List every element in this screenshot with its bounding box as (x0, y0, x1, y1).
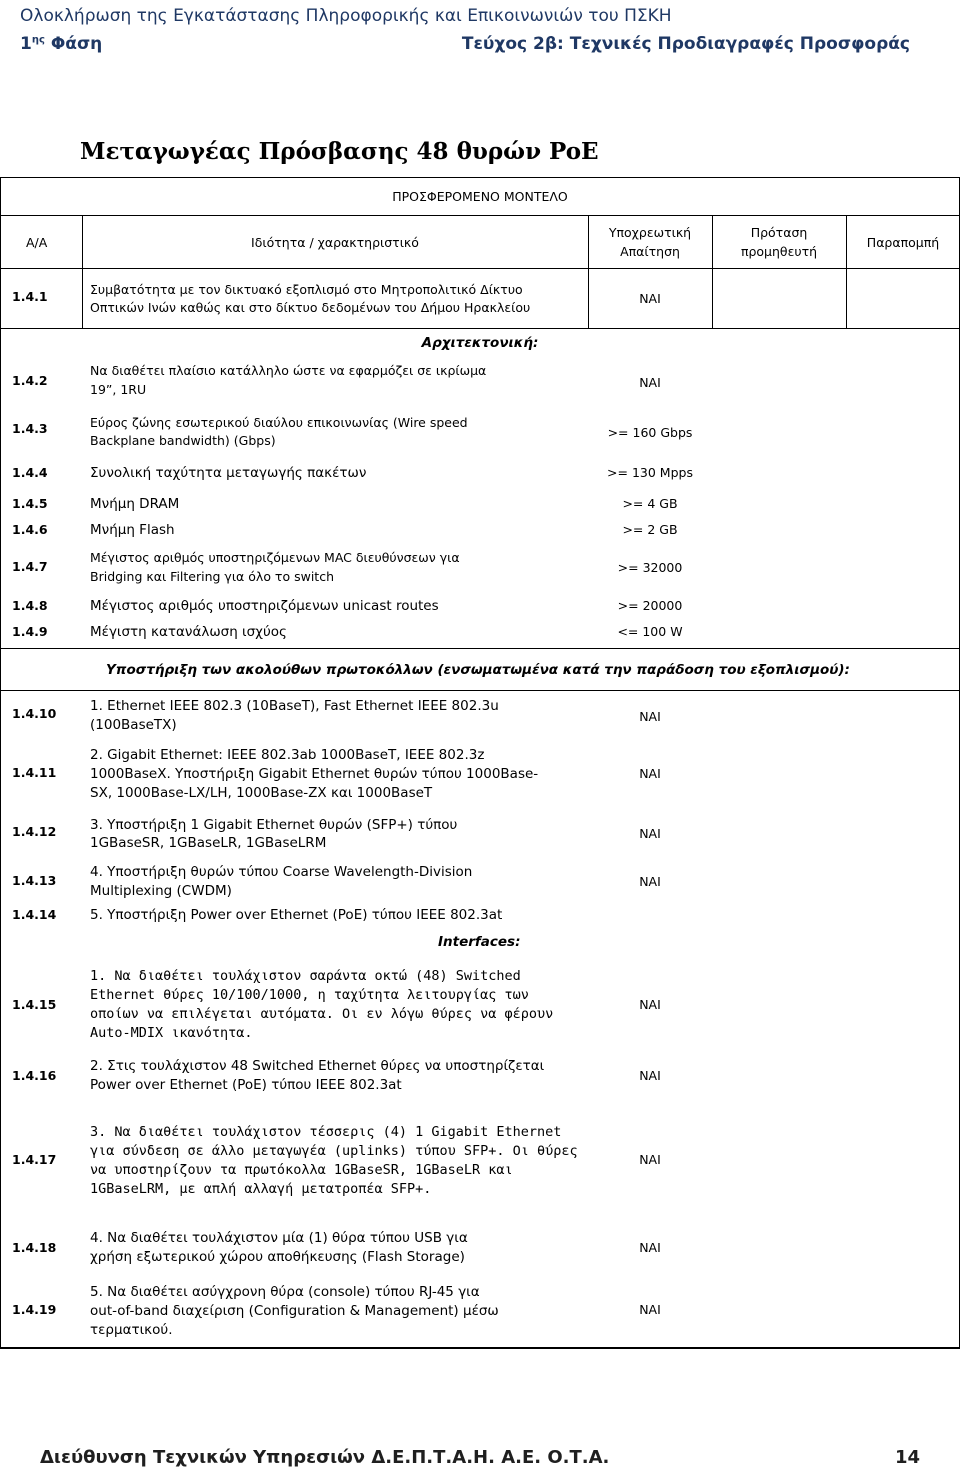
row-requirement: >= 130 Mpps (607, 465, 693, 480)
column-header-requirement-1: Υποχρεωτική (608, 225, 692, 240)
phase-suffix: ης (31, 34, 45, 46)
row-id: 1.4.4 (12, 465, 48, 480)
row-text: 1. Να διαθέτει τουλάχιστον σαράντα οκτώ (48) Switched (90, 968, 521, 984)
row-text: 4. Υποστήριξη θυρών τύπου Coarse Wavelength-Division (90, 864, 473, 880)
row-text: 1GBaseLRM, με απλή αλλαγή μετατροπέα SFP+. (90, 1181, 432, 1197)
row-text: 1. Ethernet IEEE 802.3 (10BaseT), Fast Ethernet IEEE 802.3u (90, 698, 499, 714)
section-interfaces: Interfaces: (438, 934, 521, 950)
row-requirement: ΝΑΙ (639, 874, 661, 889)
row-id: 1.4.19 (12, 1302, 57, 1317)
row-requirement: <= 100 W (617, 624, 683, 639)
row-text: 3. Υποστήριξη 1 Gigabit Ethernet θυρών (SFP+) τύπου (90, 817, 458, 833)
row-text: Multiplexing (CWDM) (90, 883, 232, 899)
row-text: 5. Να διαθέτει ασύγχρονη θύρα (console) τύπου RJ-45 για (90, 1284, 480, 1300)
row-requirement: ΝΑΙ (639, 1152, 661, 1167)
section-protocols: Υποστήριξη των ακολούθων πρωτοκόλλων (ενσωματωμένα κατά την παράδοση του εξοπλισμού): (106, 662, 850, 678)
row-id: 1.4.15 (12, 997, 57, 1012)
row-id: 1.4.8 (12, 598, 48, 613)
row-text: 1GBaseSR, 1GBaseLR, 1GBaseLRM (90, 835, 327, 851)
row-requirement: ΝΑΙ (639, 1240, 661, 1255)
row-text: Μέγιστη κατανάλωση ισχύος (90, 624, 287, 640)
row-text: Ethernet θύρες 10/100/1000, η ταχύτητα λειτουργίας των (90, 987, 529, 1003)
row-requirement: ΝΑΙ (639, 1302, 661, 1317)
row-id: 1.4.7 (12, 559, 48, 574)
row-text: out-of-band διαχείριση (Configuration & Management) μέσω (90, 1303, 499, 1319)
row-text: Μέγιστος αριθμός υποστηριζόμενων unicast routes (90, 598, 439, 614)
row-id: 1.4.6 (12, 522, 48, 537)
row-id: 1.4.16 (12, 1068, 57, 1083)
row-id: 1.4.18 (12, 1240, 57, 1255)
offered-model-label: ΠΡΟΣΦΕΡΟΜΕΝΟ ΜΟΝΤΕΛΟ (392, 189, 568, 204)
row-text: Συνολική ταχύτητα μεταγωγής πακέτων (90, 465, 367, 481)
row-text: 19”, 1RU (90, 382, 147, 397)
row-text: 2. Gigabit Ethernet: IEEE 802.3ab 1000BaseT, IEEE 802.3z (90, 747, 485, 763)
row-text: τερματικού. (90, 1322, 173, 1338)
row-text: 5. Υποστήριξη Power over Ethernet (PoE) τύπου IEEE 802.3at (90, 907, 503, 923)
row-text: οποίων να επιλέγεται αυτόματα. Οι εν λόγω θύρες να φέρουν (90, 1006, 554, 1022)
column-header-aa: Α/Α (26, 235, 48, 250)
column-header-requirement-2: Απαίτηση (620, 244, 680, 259)
row-id: 1.4.17 (12, 1152, 57, 1167)
row-id: 1.4.14 (12, 907, 57, 922)
row-id: 1.4.10 (12, 706, 57, 721)
column-header-feature: Ιδιότητα / χαρακτηριστικό (251, 235, 419, 250)
row-text: Bridging και Filtering για όλο το switch (90, 569, 334, 584)
footer-organization: Διεύθυνση Τεχνικών Υπηρεσιών Δ.Ε.Π.Τ.Α.Η. Α.Ε. Ο.Τ.Α. (40, 1447, 610, 1468)
row-requirement: ΝΑΙ (639, 291, 661, 306)
row-requirement: >= 32000 (617, 560, 683, 575)
row-text: Συμβατότητα με τον δικτυακό εξοπλισμό στο Μητροπολιτικό Δίκτυο (90, 282, 523, 297)
phase-word: Φάση (50, 34, 103, 54)
row-id: 1.4.3 (12, 421, 48, 436)
column-header-offer-2: προμηθευτή (740, 244, 818, 259)
row-text: Backplane bandwidth) (Gbps) (90, 433, 276, 448)
row-id: 1.4.5 (12, 496, 48, 511)
row-id: 1.4.13 (12, 873, 57, 888)
row-text: (100BaseTX) (90, 717, 177, 733)
row-requirement: ΝΑΙ (639, 997, 661, 1012)
volume-title: Τεύχος 2β: Τεχνικές Προδιαγραφές Προσφοράς (461, 34, 910, 54)
row-text: Να διαθέτει πλαίσιο κατάλληλο ώστε να εφαρμόζει σε ικρίωμα (90, 363, 487, 378)
row-requirement: ΝΑΙ (639, 709, 661, 724)
row-text: Μέγιστος αριθμός υποστηριζόμενων MAC διευθύνσεων για (90, 550, 460, 565)
row-text: Μνήμη DRAM (90, 496, 180, 512)
column-header-offer-1: Πρόταση (750, 225, 808, 240)
row-text: Οπτικών Ινών καθώς και στο δίκτυο δεδομένων του Δήμου Ηρακλείου (90, 300, 531, 315)
row-text: Εύρος ζώνης εσωτερικού διαύλου επικοινωνίας (Wire speed (90, 415, 468, 430)
row-text: 3. Να διαθέτει τουλάχιστον τέσσερις (4) 1 Gigabit Ethernet (90, 1124, 562, 1140)
row-text: SX, 1000Base-LX/LH, 1000Base-ZX και 1000BaseT (90, 785, 433, 801)
row-id: 1.4.1 (12, 289, 48, 304)
row-requirement: ΝΑΙ (639, 766, 661, 781)
row-text: Auto-MDIX ικανότητα. (90, 1025, 253, 1041)
row-text: Μνήμη Flash (90, 522, 175, 538)
row-requirement: ΝΑΙ (639, 1068, 661, 1083)
row-text: 4. Να διαθέτει τουλάχιστον μία (1) θύρα τύπου USB για (90, 1230, 468, 1246)
row-text: 1000BaseX. Υποστήριξη Gigabit Ethernet θυρών τύπου 1000Base- (90, 766, 539, 782)
row-id: 1.4.11 (12, 765, 57, 780)
section-architecture: Αρχιτεκτονική: (421, 335, 539, 351)
phase-number: 1 (20, 34, 32, 54)
row-id: 1.4.9 (12, 624, 48, 639)
row-requirement: >= 160 Gbps (607, 425, 693, 440)
row-id: 1.4.2 (12, 373, 48, 388)
document-header-phase (20, 34, 940, 54)
row-text: χρήση εξωτερικού χώρου αποθήκευσης (Flash Storage) (90, 1249, 465, 1265)
row-text: 2. Στις τουλάχιστον 48 Switched Ethernet θύρες να υποστηρίζεται (90, 1058, 545, 1074)
row-text: να υποστηρίζουν τα πρωτόκολλα 1GBaseSR, 1GBaseLR και (90, 1162, 513, 1178)
row-text: για σύνδεση σε άλλο μεταγωγέα (uplinks) τύπου SFP+. Οι θύρες (90, 1143, 578, 1159)
row-id: 1.4.12 (12, 824, 57, 839)
row-requirement: >= 2 GB (622, 522, 678, 537)
page-title: Μεταγωγέας Πρόσβασης 48 θυρών PoE (80, 138, 599, 165)
document-header-line: Ολοκλήρωση της Εγκατάστασης Πληροφορικής και Επικοινωνιών του ΠΣΚΗ (20, 6, 672, 26)
row-requirement: ΝΑΙ (639, 826, 661, 841)
row-requirement: ΝΑΙ (639, 375, 661, 390)
page-footer (40, 1447, 920, 1468)
row-requirement: >= 20000 (617, 598, 683, 613)
row-text: Power over Ethernet (PoE) τύπου IEEE 802.3at (90, 1077, 402, 1093)
row-requirement: >= 4 GB (622, 496, 678, 511)
column-header-reference: Παραπομπή (866, 235, 940, 250)
page-number: 14 (894, 1447, 920, 1468)
